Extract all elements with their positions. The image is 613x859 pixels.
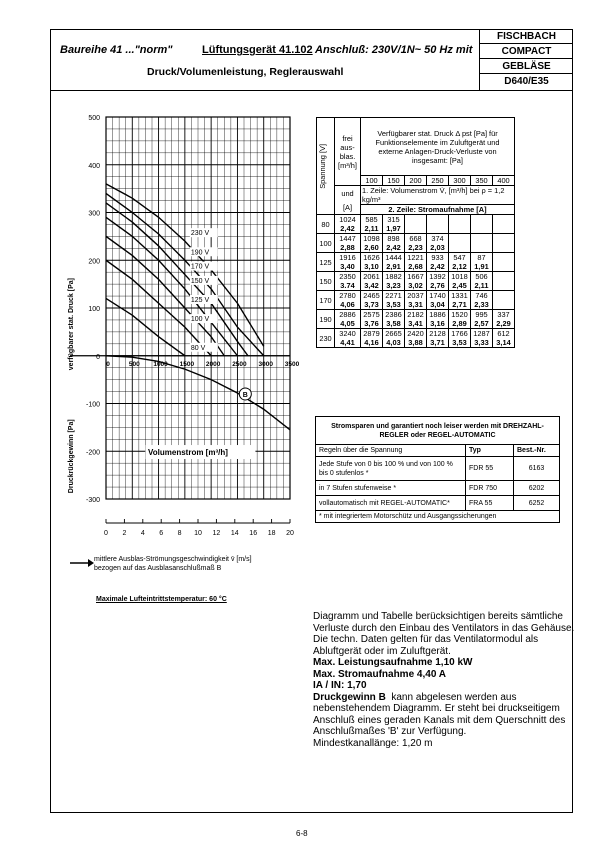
flow-cell	[493, 291, 515, 301]
regler-cell: 6252	[514, 496, 560, 511]
amp-cell	[493, 243, 515, 253]
flow-cell: 2386	[383, 310, 405, 320]
voltage-cell: 80	[317, 215, 335, 234]
amp-cell: 2,76	[427, 281, 449, 291]
x-tick-label: 3500	[284, 360, 300, 368]
velocity-tick-label: 20	[286, 530, 294, 537]
flow-cell: 585	[361, 215, 383, 225]
flow-cell: 1667	[405, 272, 427, 282]
amp-cell: 1,97	[383, 224, 405, 234]
regler-cell: 6163	[514, 457, 560, 481]
amp-cell: 3,31	[405, 300, 427, 310]
amp-cell: 3,71	[427, 338, 449, 348]
x-tick-label: 2000	[205, 360, 221, 368]
flow-cell: 2575	[361, 310, 383, 320]
series-label: 230 V	[190, 230, 210, 238]
regler-cell: FRA 55	[466, 496, 514, 511]
flow-cell: 2465	[361, 291, 383, 301]
regler-head: Regeln über die Spannung	[316, 445, 466, 457]
flow-cell	[493, 234, 515, 244]
note-p7: Mindestkanallänge: 1,20 m	[313, 737, 433, 749]
amp-cell: 2,45	[449, 281, 471, 291]
amp-cell: 1,91	[471, 262, 493, 272]
x-tick-label: 1500	[179, 360, 195, 368]
series-title: Baureihe 41 ..."norm"	[60, 44, 173, 56]
flow-cell: 1916	[335, 253, 361, 263]
y-tick-label: -300	[85, 497, 100, 504]
flow-cell: 1882	[383, 272, 405, 282]
amp-cell: 2,11	[471, 281, 493, 291]
velocity-tick-label: 12	[212, 530, 221, 537]
amp-cell: 2,88	[335, 243, 361, 253]
x-axis-label: Volumenstrom [m³/h]	[148, 448, 228, 458]
flow-cell: 1626	[361, 253, 383, 263]
series-label: 100 V	[190, 316, 210, 324]
amp-cell: 2,11	[361, 224, 383, 234]
note-p4: Max. Stromaufnahme 4,40 A	[313, 668, 447, 680]
amp-cell: 4,06	[335, 300, 361, 310]
amp-cell: 3,58	[383, 319, 405, 329]
amp-cell	[449, 243, 471, 253]
flow-cell: 1447	[335, 234, 361, 244]
velocity-tick-label: 6	[159, 530, 164, 537]
y-tick-label: -200	[85, 449, 100, 457]
flow-cell: 2128	[427, 329, 449, 339]
regler-title: Stromsparen und garantiert noch leiser werden mit DREHZAHL-REGLER oder REGEL-AUTOMATIC	[316, 417, 560, 445]
y-tick-label: 400	[88, 162, 100, 170]
flow-cell: 2037	[405, 291, 427, 301]
amp-cell: 4,05	[335, 319, 361, 329]
flow-cell: 1444	[383, 253, 405, 263]
flow-cell: 1392	[427, 272, 449, 282]
brand-line: GEBLÄSE	[480, 59, 573, 74]
amp-cell: 3,76	[361, 319, 383, 329]
flow-cell	[471, 215, 493, 225]
flow-cell: 995	[471, 310, 493, 320]
amp-cell: 2,23	[405, 243, 427, 253]
regler-head: Best.-Nr.	[514, 445, 560, 457]
brand-line: D640/E35	[504, 76, 549, 87]
pressure-col: 300	[449, 176, 471, 186]
velocity-tick-label: 18	[267, 530, 276, 537]
flow-cell	[405, 215, 427, 225]
flow-cell: 1098	[361, 234, 383, 244]
velocity-tick-label: 14	[230, 530, 239, 537]
amp-cell	[427, 224, 449, 234]
regler-cell: 6202	[514, 481, 560, 496]
flow-cell: 315	[383, 215, 405, 225]
amp-cell: 3,40	[335, 262, 361, 272]
y-tick-label: 200	[88, 258, 100, 266]
series-label: 170 V	[190, 263, 210, 271]
amp-cell: 3,53	[449, 338, 471, 348]
flow-cell: 668	[405, 234, 427, 244]
flow-cell	[493, 215, 515, 225]
flow-cell: 2665	[383, 329, 405, 339]
performance-table	[316, 117, 515, 348]
regler-cell: vollautomatisch mit REGEL-AUTOMATIC*	[316, 496, 466, 511]
series-label: 150 V	[190, 277, 210, 285]
flow-cell: 612	[493, 329, 515, 339]
page-subtitle: Druck/Volumenleistung, Reglerauswahl	[147, 66, 344, 78]
amp-cell: 3,33	[471, 338, 493, 348]
amp-cell	[493, 300, 515, 310]
y-tick-label: 500	[88, 115, 100, 122]
flow-cell	[427, 215, 449, 225]
flow-cell: 1018	[449, 272, 471, 282]
flow-cell: 2780	[335, 291, 361, 301]
pressure-col: 100	[361, 176, 383, 186]
x-tick-label: 1000	[153, 360, 168, 368]
flow-cell: 746	[471, 291, 493, 301]
amp-cell: 2,71	[449, 300, 471, 310]
voltage-cell: 100	[317, 234, 335, 253]
amp-cell: 2,57	[471, 319, 493, 329]
flow-cell: 933	[427, 253, 449, 263]
amp-cell: 2,33	[471, 300, 493, 310]
model-title: Lüftungsgerät 41.102	[202, 44, 313, 56]
amp-cell: 3,41	[405, 319, 427, 329]
regler-head: Typ	[466, 445, 514, 457]
flow-cell: 1886	[427, 310, 449, 320]
flow-cell: 1520	[449, 310, 471, 320]
voltage-cell: 230	[317, 329, 335, 348]
max-temperature: Maximale Lufteintrittstemperatur: 60 °C	[96, 596, 227, 603]
notes-block	[313, 611, 575, 749]
amp-cell: 2,42	[335, 224, 361, 234]
series-label: 125 V	[190, 297, 210, 304]
note-p6-bold: Druckgewinn B	[313, 691, 386, 703]
pressure-description: Verfügbarer stat. Druck Δ pst [Pa] für Funktionselemente im Zuluftgerät und externe Anlagen-Druck-Verluste von insgesamt: [Pa]	[361, 118, 515, 176]
velocity-tick-label: 4	[140, 530, 145, 537]
amp-cell: 3,02	[405, 281, 427, 291]
velocity-tick-label: 0	[104, 530, 108, 537]
amp-cell: 3,53	[383, 300, 405, 310]
regler-cell: FDR 750	[466, 481, 514, 496]
amp-cell	[493, 224, 515, 234]
y-tick-label: 0	[96, 353, 100, 361]
flow-cell	[493, 253, 515, 263]
x-tick-label: 3000	[258, 360, 273, 368]
pressure-col: 150	[383, 176, 405, 186]
pressure-col: 400	[493, 176, 515, 186]
note-p2: Die techn. Daten gelten für das Ventilatormodul als Abluftgerät oder im Zuluftgerät.	[313, 634, 539, 657]
amp-cell	[449, 224, 471, 234]
flow-cell: 2182	[405, 310, 427, 320]
y-tick-label: 100	[88, 306, 100, 313]
velocity-tick-label: 10	[194, 530, 202, 537]
pressure-col: 350	[471, 176, 493, 186]
flow-cell: 1221	[405, 253, 427, 263]
y-tick-label: 300	[88, 210, 100, 218]
flow-cell: 87	[471, 253, 493, 263]
amp-cell: 2,03	[427, 243, 449, 253]
flow-cell: 3240	[335, 329, 361, 339]
flow-cell: 1024	[335, 215, 361, 225]
line1-note: 1. Zeile: Volumenstrom V̇, [m³/h] bei ρ = 1,2 kg/m³	[361, 186, 515, 205]
amp-cell	[493, 281, 515, 291]
flow-cell: 506	[471, 272, 493, 282]
flow-cell: 1740	[427, 291, 449, 301]
amp-cell: 2,91	[383, 262, 405, 272]
amp-cell: 4,03	[383, 338, 405, 348]
page-number: 6-8	[296, 829, 308, 838]
flow-cell: 2061	[361, 272, 383, 282]
line2-note: 2. Zeile: Stromaufnahme [A]	[361, 205, 515, 215]
flow-cell	[449, 215, 471, 225]
flow-cell: 2879	[361, 329, 383, 339]
velocity-tick-label: 16	[249, 530, 258, 537]
pressure-col: 200	[405, 176, 427, 186]
x-tick-label: 500	[128, 360, 140, 368]
amp-cell: 3,14	[493, 338, 515, 348]
amp-cell	[471, 243, 493, 253]
regler-footnote: * mit integriertem Motorschütz und Ausgangssicherungen	[316, 511, 560, 523]
voltage-cell: 170	[317, 291, 335, 310]
flow-cell: 898	[383, 234, 405, 244]
amp-cell: 2,68	[405, 262, 427, 272]
regler-table	[315, 416, 560, 523]
voltage-cell: 150	[317, 272, 335, 291]
amp-cell: 2,12	[449, 262, 471, 272]
y-axis-label-bottom: Druckrückgewinn [Pa]	[68, 419, 75, 494]
flow-cell: 2420	[405, 329, 427, 339]
flow-and-amp: und [A]	[335, 186, 361, 215]
flow-cell	[493, 272, 515, 282]
y-tick-label: -100	[85, 401, 100, 409]
flow-header: frei aus- blas. [m³/h]	[335, 118, 361, 186]
amp-cell: 3,23	[383, 281, 405, 291]
amp-cell: 2,42	[383, 243, 405, 253]
amp-cell: 3,16	[427, 319, 449, 329]
recovery-label: B	[242, 391, 248, 399]
amp-cell	[493, 262, 515, 272]
connection-title: Anschluß: 230V/1N~ 50 Hz mit	[315, 44, 473, 56]
flow-cell: 1766	[449, 329, 471, 339]
y-axis-label-top: verfügbarer stat. Druck [Pa]	[68, 278, 75, 371]
note-p1: Diagramm und Tabelle berücksichtigen bereits sämtliche Verluste durch den Einbau des Ventilators in das Gehäuse.	[313, 611, 575, 634]
amp-cell: 4,16	[361, 338, 383, 348]
amp-cell	[405, 224, 427, 234]
note-p5: IA / IN: 1,70	[313, 680, 367, 691]
flow-cell: 547	[449, 253, 471, 263]
brand-line: FISCHBACH	[480, 29, 573, 44]
amp-cell: 3,10	[361, 262, 383, 272]
velocity-legend-line2: bezogen auf das Ausblasanschlußmaß B	[94, 565, 222, 572]
flow-cell: 1331	[449, 291, 471, 301]
amp-cell: 3.74	[335, 281, 361, 291]
series-label: 80 V	[190, 344, 206, 352]
amp-cell	[471, 224, 493, 234]
velocity-tick-label: 8	[177, 530, 182, 537]
velocity-legend-line1: mittlere Ausblas-Strömungsgeschwindigkeit v̄ [m/s]	[94, 556, 252, 563]
flow-cell: 2271	[383, 291, 405, 301]
x-tick-label: 0	[106, 360, 110, 368]
velocity-legend	[94, 555, 252, 573]
x-tick-label: 2500	[232, 360, 247, 368]
brand-line: COMPACT	[480, 44, 573, 59]
flow-cell: 337	[493, 310, 515, 320]
flow-cell: 2350	[335, 272, 361, 282]
voltage-cell: 125	[317, 253, 335, 272]
flow-cell: 1287	[471, 329, 493, 339]
flow-cell	[449, 234, 471, 244]
note-p6	[313, 692, 575, 738]
flow-cell	[471, 234, 493, 244]
pressure-col: 250	[427, 176, 449, 186]
amp-cell: 4,41	[335, 338, 361, 348]
flow-cell: 2886	[335, 310, 361, 320]
note-p3: Max. Leistungsaufnahme 1,10 kW	[313, 657, 473, 668]
amp-cell: 3,42	[361, 281, 383, 291]
voltage-header: Spannung [V]	[317, 118, 335, 215]
amp-cell: 2,89	[449, 319, 471, 329]
flow-cell: 374	[427, 234, 449, 244]
voltage-cell: 190	[317, 310, 335, 329]
amp-cell: 2,42	[427, 262, 449, 272]
regler-cell: in 7 Stufen stufenweise *	[316, 481, 466, 496]
amp-cell: 3,73	[361, 300, 383, 310]
regler-cell: Jede Stufe von 0 bis 100 % und von 100 % bis 0 stufenlos *	[316, 457, 466, 481]
series-label: 190 V	[190, 249, 210, 257]
amp-cell: 2,29	[493, 319, 515, 329]
regler-cell: FDR 55	[466, 457, 514, 481]
amp-cell: 3,88	[405, 338, 427, 348]
amp-cell: 2,60	[361, 243, 383, 253]
note-p6-text: kann abgelesen werden aus nebenstehendem Diagramm. Er steht bei druckseitigem Anschluß eines geraden Kanals mit dem Querschnitt des Anschlußmaßes 'B' zur Verfügung.	[313, 691, 566, 737]
amp-cell: 3,04	[427, 300, 449, 310]
velocity-tick-label: 2	[122, 530, 127, 537]
